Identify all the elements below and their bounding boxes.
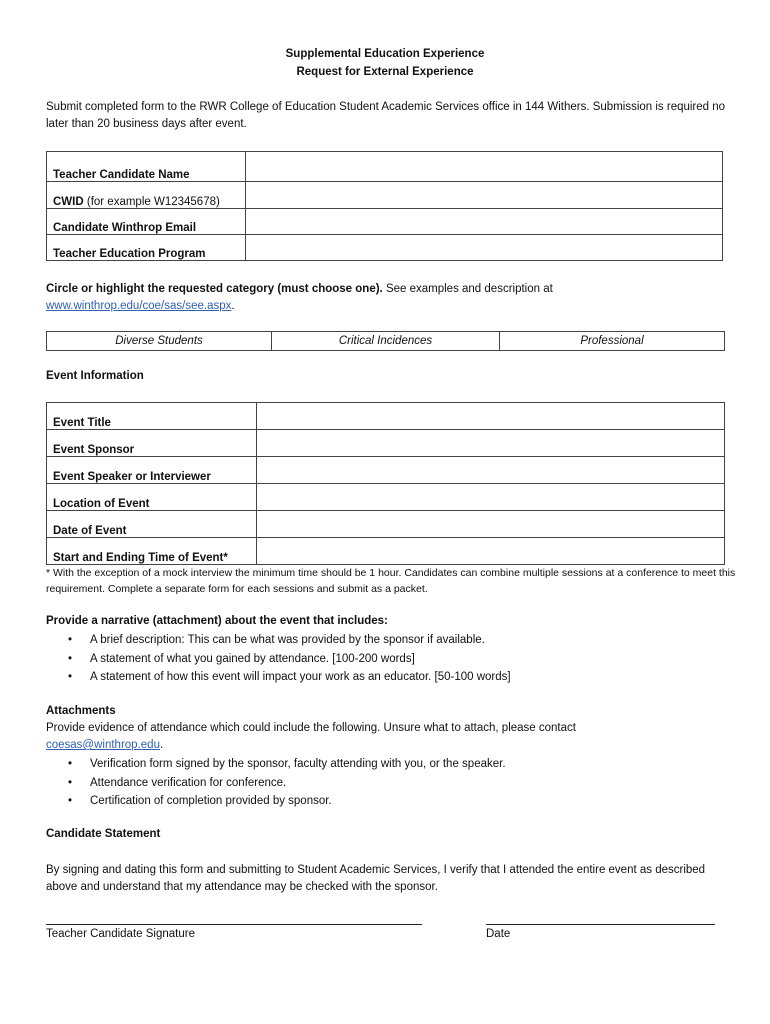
form-title: Supplemental Education Experience bbox=[285, 48, 485, 60]
list-item: • A statement of what you gained by attendance. [100-200 words] bbox=[46, 650, 736, 669]
list-item: • Attendance verification for conference. bbox=[46, 774, 736, 793]
email-label: Candidate Winthrop Email bbox=[47, 209, 246, 235]
list-item: • A brief description: This can be what was provided by the sponsor if available. bbox=[46, 631, 736, 650]
table-row bbox=[47, 235, 723, 261]
list-item: • Certification of completion provided by sponsor. bbox=[46, 792, 736, 811]
category-table bbox=[46, 331, 725, 351]
candidate-name-label: Teacher Candidate Name bbox=[47, 152, 246, 182]
table-row bbox=[47, 403, 725, 430]
signature-line[interactable] bbox=[46, 924, 422, 925]
event-time-label: Start and Ending Time of Event* bbox=[47, 538, 257, 565]
table-row bbox=[47, 209, 723, 235]
candidate-info-table bbox=[46, 151, 723, 261]
category-instruction: Circle or highlight the requested category (must choose one). See examples and description at www.winthrop.edu/coe/sas/see.aspx. bbox=[46, 283, 553, 312]
signature-label: Teacher Candidate Signature bbox=[46, 928, 195, 940]
form-subtitle: Request for External Experience bbox=[296, 66, 474, 78]
intro-text: Submit completed form to the RWR College of Education Student Academic Services office in 144 Withers. Submission is required no later than 20 business days after event. bbox=[46, 101, 726, 130]
narrative-list bbox=[46, 631, 736, 687]
candidate-name-field[interactable] bbox=[246, 152, 723, 182]
event-location-field[interactable] bbox=[257, 484, 725, 511]
see-link[interactable]: www.winthrop.edu/coe/sas/see.aspx bbox=[46, 300, 232, 312]
program-field[interactable] bbox=[246, 235, 723, 261]
program-label: Teacher Education Program bbox=[47, 235, 246, 261]
table-row bbox=[47, 538, 725, 565]
table-row bbox=[47, 182, 723, 209]
bullet-icon: • bbox=[68, 671, 73, 683]
event-title-field[interactable] bbox=[257, 403, 725, 430]
event-sponsor-field[interactable] bbox=[257, 430, 725, 457]
event-date-label: Date of Event bbox=[47, 511, 257, 538]
table-row bbox=[47, 511, 725, 538]
table-row bbox=[47, 430, 725, 457]
statement-heading: Candidate Statement bbox=[46, 828, 161, 840]
table-row bbox=[47, 152, 723, 182]
event-info-heading: Event Information bbox=[46, 370, 144, 382]
date-line[interactable] bbox=[486, 924, 715, 925]
category-critical-incidences[interactable]: Critical Incidences bbox=[272, 332, 500, 351]
event-title-label: Event Title bbox=[47, 403, 257, 430]
time-footnote: * With the exception of a mock interview the minimum time should be 1 hour. Candidates can combine multiple sessions at a conference to meet this requirement. Complete a separate form for each sessions and submit as a packet. bbox=[46, 567, 736, 595]
attachments-text: Provide evidence of attendance which could include the following. Unsure what to attach, please contact coesas@winthrop.edu. bbox=[46, 722, 576, 751]
list-item: • A statement of how this event will impact your work as an educator. [50-100 words] bbox=[46, 668, 736, 687]
event-time-field[interactable] bbox=[257, 538, 725, 565]
table-row bbox=[47, 457, 725, 484]
bullet-icon: • bbox=[68, 634, 73, 646]
category-diverse-students[interactable]: Diverse Students bbox=[47, 332, 272, 351]
bullet-icon: • bbox=[68, 776, 73, 789]
category-professional[interactable]: Professional bbox=[500, 332, 725, 351]
bullet-icon: • bbox=[68, 795, 73, 807]
cwid-label: CWID (for example W12345678) bbox=[47, 182, 246, 209]
attachments-heading: Attachments bbox=[46, 705, 116, 717]
statement-text: By signing and dating this form and submitting to Student Academic Services, I verify that I attended the entire event as described above and understand that my attendance may be checked with the sponsor. bbox=[46, 864, 706, 893]
event-sponsor-label: Event Sponsor bbox=[47, 430, 257, 457]
table-row bbox=[47, 484, 725, 511]
event-speaker-label: Event Speaker or Interviewer bbox=[47, 457, 257, 484]
bullet-icon: • bbox=[68, 652, 73, 665]
date-label: Date bbox=[486, 928, 511, 940]
cwid-field[interactable] bbox=[246, 182, 723, 209]
event-date-field[interactable] bbox=[257, 511, 725, 538]
contact-email-link[interactable]: coesas@winthrop.edu bbox=[46, 739, 160, 751]
email-field[interactable] bbox=[246, 209, 723, 235]
event-speaker-field[interactable] bbox=[257, 457, 725, 484]
list-item: • Verification form signed by the sponsor, faculty attending with you, or the speaker. bbox=[46, 755, 736, 774]
bullet-icon: • bbox=[68, 758, 73, 770]
event-info-table bbox=[46, 402, 725, 565]
event-location-label: Location of Event bbox=[47, 484, 257, 511]
attachments-list bbox=[46, 755, 736, 811]
narrative-heading: Provide a narrative (attachment) about the event that includes: bbox=[46, 615, 388, 627]
table-row bbox=[47, 332, 725, 351]
